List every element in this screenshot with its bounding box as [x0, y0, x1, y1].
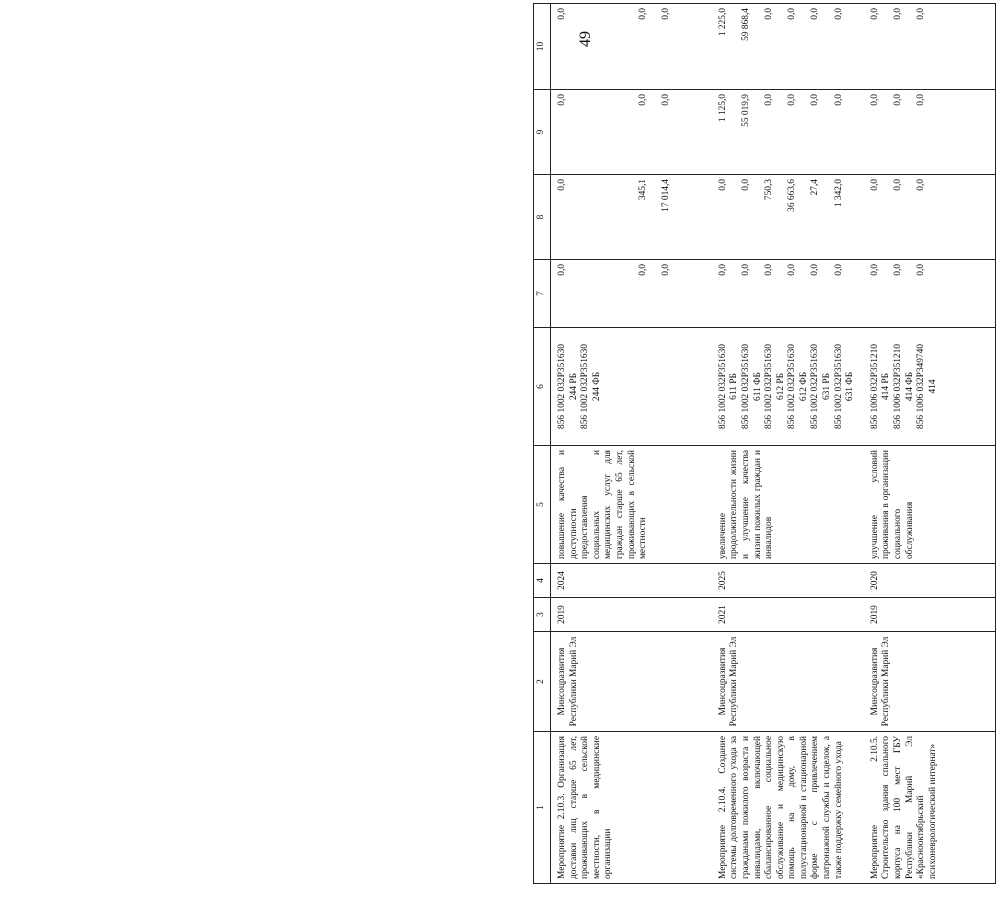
budget-code-value: 856 1006 032Р351210 [892, 344, 903, 429]
amount-9-value [673, 94, 685, 170]
col-header-4: 4 [534, 564, 551, 598]
end-year-cell: 2020 [864, 564, 996, 598]
amount-8-value [696, 179, 708, 255]
amount-9-value [845, 94, 857, 170]
spacer [592, 8, 604, 85]
amount-9-value: 0,0 [764, 94, 775, 106]
page-number: 49 [577, 31, 594, 47]
amount-9-value: 0,0 [892, 94, 903, 106]
amount-9-value [905, 94, 917, 170]
amount-8-value: 0,0 [892, 179, 903, 191]
executor-cell: Минсоцразвития Республики Марий Эл [864, 632, 996, 732]
start-year-cell: 2019 [551, 598, 712, 632]
amount-7-value: 0,0 [810, 264, 821, 276]
spacer [603, 8, 615, 85]
executor-cell: Минсоцразвития Республики Марий Эл [551, 632, 712, 732]
amount-8-value [685, 179, 697, 255]
table-row [551, 4, 712, 884]
budget-code-value: 611 РБ [729, 373, 740, 400]
amount-8-value [776, 179, 788, 255]
amount-7-value [650, 264, 662, 323]
amount-10-value [696, 8, 708, 85]
amount-9-value: 0,0 [833, 94, 844, 106]
amount-7-value [928, 264, 940, 323]
spacer [592, 179, 604, 255]
budget-code-value: 856 1002 032Р351630 [557, 344, 567, 429]
amount-8-value: 0,0 [740, 179, 751, 191]
amount-10-value: 0,0 [892, 8, 903, 20]
amount-9-cell [712, 90, 864, 175]
amount-8-value: 36 663,6 [787, 179, 798, 212]
amount-10-value [673, 8, 685, 85]
amount-9-value [753, 94, 765, 170]
measure-cell: Мероприятие 2.10.5. Строительство здания спального корпуса на 100 мест ГБУ Республики Марий Эл «Краснооктябрьский психоневрологический интернат» [864, 732, 996, 884]
amount-7-value [673, 264, 685, 323]
amount-10-value [729, 8, 741, 85]
amount-8-value [753, 179, 765, 255]
budget-code-value: 414 РБ [881, 373, 892, 401]
col-header-7: 7 [534, 260, 551, 328]
spacer [580, 8, 592, 85]
budget-code-value: 856 1002 032Р351630 [787, 344, 798, 429]
amount-9-value: 0,0 [638, 94, 649, 106]
amount-7-value [753, 264, 765, 323]
amount-9-value: 0,0 [869, 94, 880, 106]
spacer [569, 179, 581, 255]
amount-8-value: 27,4 [810, 179, 821, 196]
amount-10-total: 0,0 [557, 8, 567, 20]
col-header-6: 6 [534, 328, 551, 446]
amount-9-total: 0,0 [557, 94, 567, 106]
column-number-row [534, 4, 551, 884]
amount-7-value: 0,0 [764, 264, 775, 276]
start-year-cell: 2021 [712, 598, 864, 632]
amount-8-value: 17 014,4 [661, 179, 672, 212]
table-row [712, 4, 864, 884]
amount-8-value [822, 179, 834, 255]
amount-7-value [822, 264, 834, 323]
amount-7-value: 0,0 [661, 264, 672, 276]
amount-7-value [729, 264, 741, 323]
amount-10-value: 0,0 [810, 8, 821, 20]
amount-7-value [696, 264, 708, 323]
amount-8-value: 345,1 [638, 179, 649, 201]
spacer [627, 264, 639, 323]
end-year-cell: 2024 [551, 564, 712, 598]
amount-10-value [822, 8, 834, 85]
col-header-9: 9 [534, 90, 551, 175]
amount-8-value [729, 179, 741, 255]
result-cell: повышение качества и доступности предоставления социальных и медицинских услуг для граждан старше 65 лет, проживающих в сельской местности [551, 446, 712, 564]
amount-7-cell [551, 260, 712, 328]
amount-8-value [881, 179, 893, 255]
amount-10-value: 0,0 [869, 8, 880, 20]
amount-9-value: 0,0 [661, 94, 672, 106]
amount-9-value [799, 94, 811, 170]
amount-8-cell [864, 175, 996, 260]
budget-code-value: 244 ФБ [591, 371, 602, 402]
spacer [592, 264, 604, 323]
amount-7-value: 0,0 [740, 264, 751, 276]
amount-7-cell [864, 260, 996, 328]
amount-7-total: 0,0 [557, 264, 567, 276]
amount-10-value: 0,0 [638, 8, 649, 20]
amount-9-value [685, 94, 697, 170]
amount-7-value: 0,0 [717, 264, 728, 276]
table-body [551, 4, 996, 884]
amount-10-value: 59 868,4 [740, 8, 751, 41]
rotated-table-wrapper [533, 4, 946, 884]
budget-code-cell [712, 328, 864, 446]
amount-7-value [881, 264, 893, 323]
amount-7-value [799, 264, 811, 323]
amount-9-cell [551, 90, 712, 175]
amount-9-value: 1 125,0 [717, 94, 728, 123]
start-year-cell: 2019 [864, 598, 996, 632]
budget-code-value: 856 1002 032Р351630 [810, 344, 821, 429]
budget-code-value: 244 РБ [568, 373, 579, 401]
spacer [615, 179, 627, 255]
amount-9-value [729, 94, 741, 170]
amount-9-value [881, 94, 893, 170]
measure-cell: Мероприятие 2.10.4. Создание системы долговременного ухода за гражданами пожилого возраста и инвалидами, включающей сбалансированное социальное обслуживание и медицинскую помощь на дому, в полустационарной и стационарной форме с привлечением патронажной службы и сиделок, а также поддержку семейного ухода [712, 732, 864, 884]
result-cell: улучшение условий проживания в организации социального обслуживания [864, 446, 996, 564]
amount-7-value: 0,0 [916, 264, 927, 276]
amount-7-value [905, 264, 917, 323]
budget-code-value: 414 [927, 379, 938, 394]
budget-code-cell [864, 328, 996, 446]
col-header-1: 1 [534, 732, 551, 884]
spacer [569, 8, 581, 85]
amount-8-value: 750,3 [764, 179, 775, 201]
spacer [603, 264, 615, 323]
spacer [580, 264, 592, 323]
amount-7-value: 0,0 [869, 264, 880, 276]
budget-code-value: 856 1002 032Р351630 [580, 344, 591, 429]
amount-9-value [776, 94, 788, 170]
budget-code-value [603, 332, 615, 441]
amount-9-value: 0,0 [916, 94, 927, 106]
amount-8-value [673, 179, 685, 255]
budget-code-value: 414 ФБ [904, 371, 915, 402]
amount-10-value: 0,0 [833, 8, 844, 20]
spacer [580, 94, 592, 170]
budget-code-value: 612 ФБ [798, 371, 809, 402]
amount-10-value [905, 8, 917, 85]
spacer [569, 94, 581, 170]
amount-9-value: 0,0 [787, 94, 798, 106]
amount-7-value: 0,0 [892, 264, 903, 276]
amount-7-value [776, 264, 788, 323]
amount-10-value [776, 8, 788, 85]
amount-10-value [845, 8, 857, 85]
col-header-10: 10 [534, 4, 551, 90]
amount-8-total: 0,0 [557, 179, 567, 191]
budget-code-value: 856 1002 032Р351630 [833, 344, 844, 429]
amount-7-value [845, 264, 857, 323]
amount-10-value [799, 8, 811, 85]
spacer [615, 8, 627, 85]
budget-code-value: 856 1002 032Р351630 [764, 344, 775, 429]
amount-9-value: 55 019,9 [740, 94, 751, 127]
col-header-5: 5 [534, 446, 551, 564]
spacer [603, 179, 615, 255]
amount-10-value: 0,0 [787, 8, 798, 20]
budget-code-value: 611 ФБ [752, 372, 763, 401]
executor-cell: Минсоцразвития Республики Марий Эл [712, 632, 864, 732]
amount-7-value: 0,0 [638, 264, 649, 276]
budget-code-value: 631 ФБ [845, 371, 856, 402]
amount-10-cell [712, 4, 864, 90]
amount-9-value: 0,0 [810, 94, 821, 106]
amount-10-value: 0,0 [661, 8, 672, 20]
spacer [592, 94, 604, 170]
amount-10-value: 1 225,0 [717, 8, 728, 37]
amount-8-value: 0,0 [717, 179, 728, 191]
amount-8-cell [712, 175, 864, 260]
end-year-cell: 2025 [712, 564, 864, 598]
amount-7-value [685, 264, 697, 323]
col-header-8: 8 [534, 175, 551, 260]
amount-8-value [650, 179, 662, 255]
amount-9-value [696, 94, 708, 170]
amount-10-cell [864, 4, 996, 90]
amount-7-value: 0,0 [787, 264, 798, 276]
budget-code-cell [551, 328, 712, 446]
budget-code-value: 631 РБ [822, 373, 833, 401]
measure-cell: Мероприятие 2.10.3. Организация доставки лиц старше 65 лет, проживающих в сельской местности, в медицинские организации [551, 732, 712, 884]
amount-10-value [881, 8, 893, 85]
amount-10-value [928, 8, 940, 85]
col-header-2: 2 [534, 632, 551, 732]
amount-8-value [928, 179, 940, 255]
amount-10-value [685, 8, 697, 85]
result-cell: увеличение продолжительности жизни и улучшение качества жизни пожилых граждан и инвалидов [712, 446, 864, 564]
amount-8-value: 1 342,0 [833, 179, 844, 208]
budget-code-value: 856 1006 032Р349740 [916, 344, 927, 429]
amount-9-cell [864, 90, 996, 175]
amount-7-value: 0,0 [833, 264, 844, 276]
budget-code-value [615, 332, 627, 441]
amount-10-value [753, 8, 765, 85]
spacer [580, 179, 592, 255]
amount-8-value: 0,0 [869, 179, 880, 191]
amount-8-value [845, 179, 857, 255]
spacer [569, 264, 581, 323]
amount-7-cell [712, 260, 864, 328]
amount-10-cell [551, 4, 712, 90]
budget-measures-table [533, 3, 996, 884]
amount-9-value [928, 94, 940, 170]
table-row [864, 4, 996, 884]
budget-code-value: 612 РБ [775, 373, 786, 401]
spacer [627, 179, 639, 255]
amount-10-value: 0,0 [764, 8, 775, 20]
budget-code-value: 856 1002 032Р351630 [740, 344, 751, 429]
amount-8-value [799, 179, 811, 255]
amount-10-value: 0,0 [916, 8, 927, 20]
amount-10-value [650, 8, 662, 85]
amount-8-cell [551, 175, 712, 260]
amount-9-value [650, 94, 662, 170]
budget-code-value: 856 1002 032Р351630 [717, 344, 728, 429]
amount-9-value [822, 94, 834, 170]
spacer [627, 8, 639, 85]
spacer [627, 94, 639, 170]
amount-8-value: 0,0 [916, 179, 927, 191]
spacer [603, 94, 615, 170]
amount-8-value [905, 179, 917, 255]
col-header-3: 3 [534, 598, 551, 632]
spacer [615, 264, 627, 323]
budget-code-value: 856 1006 032Р351210 [869, 344, 880, 429]
spacer [615, 94, 627, 170]
